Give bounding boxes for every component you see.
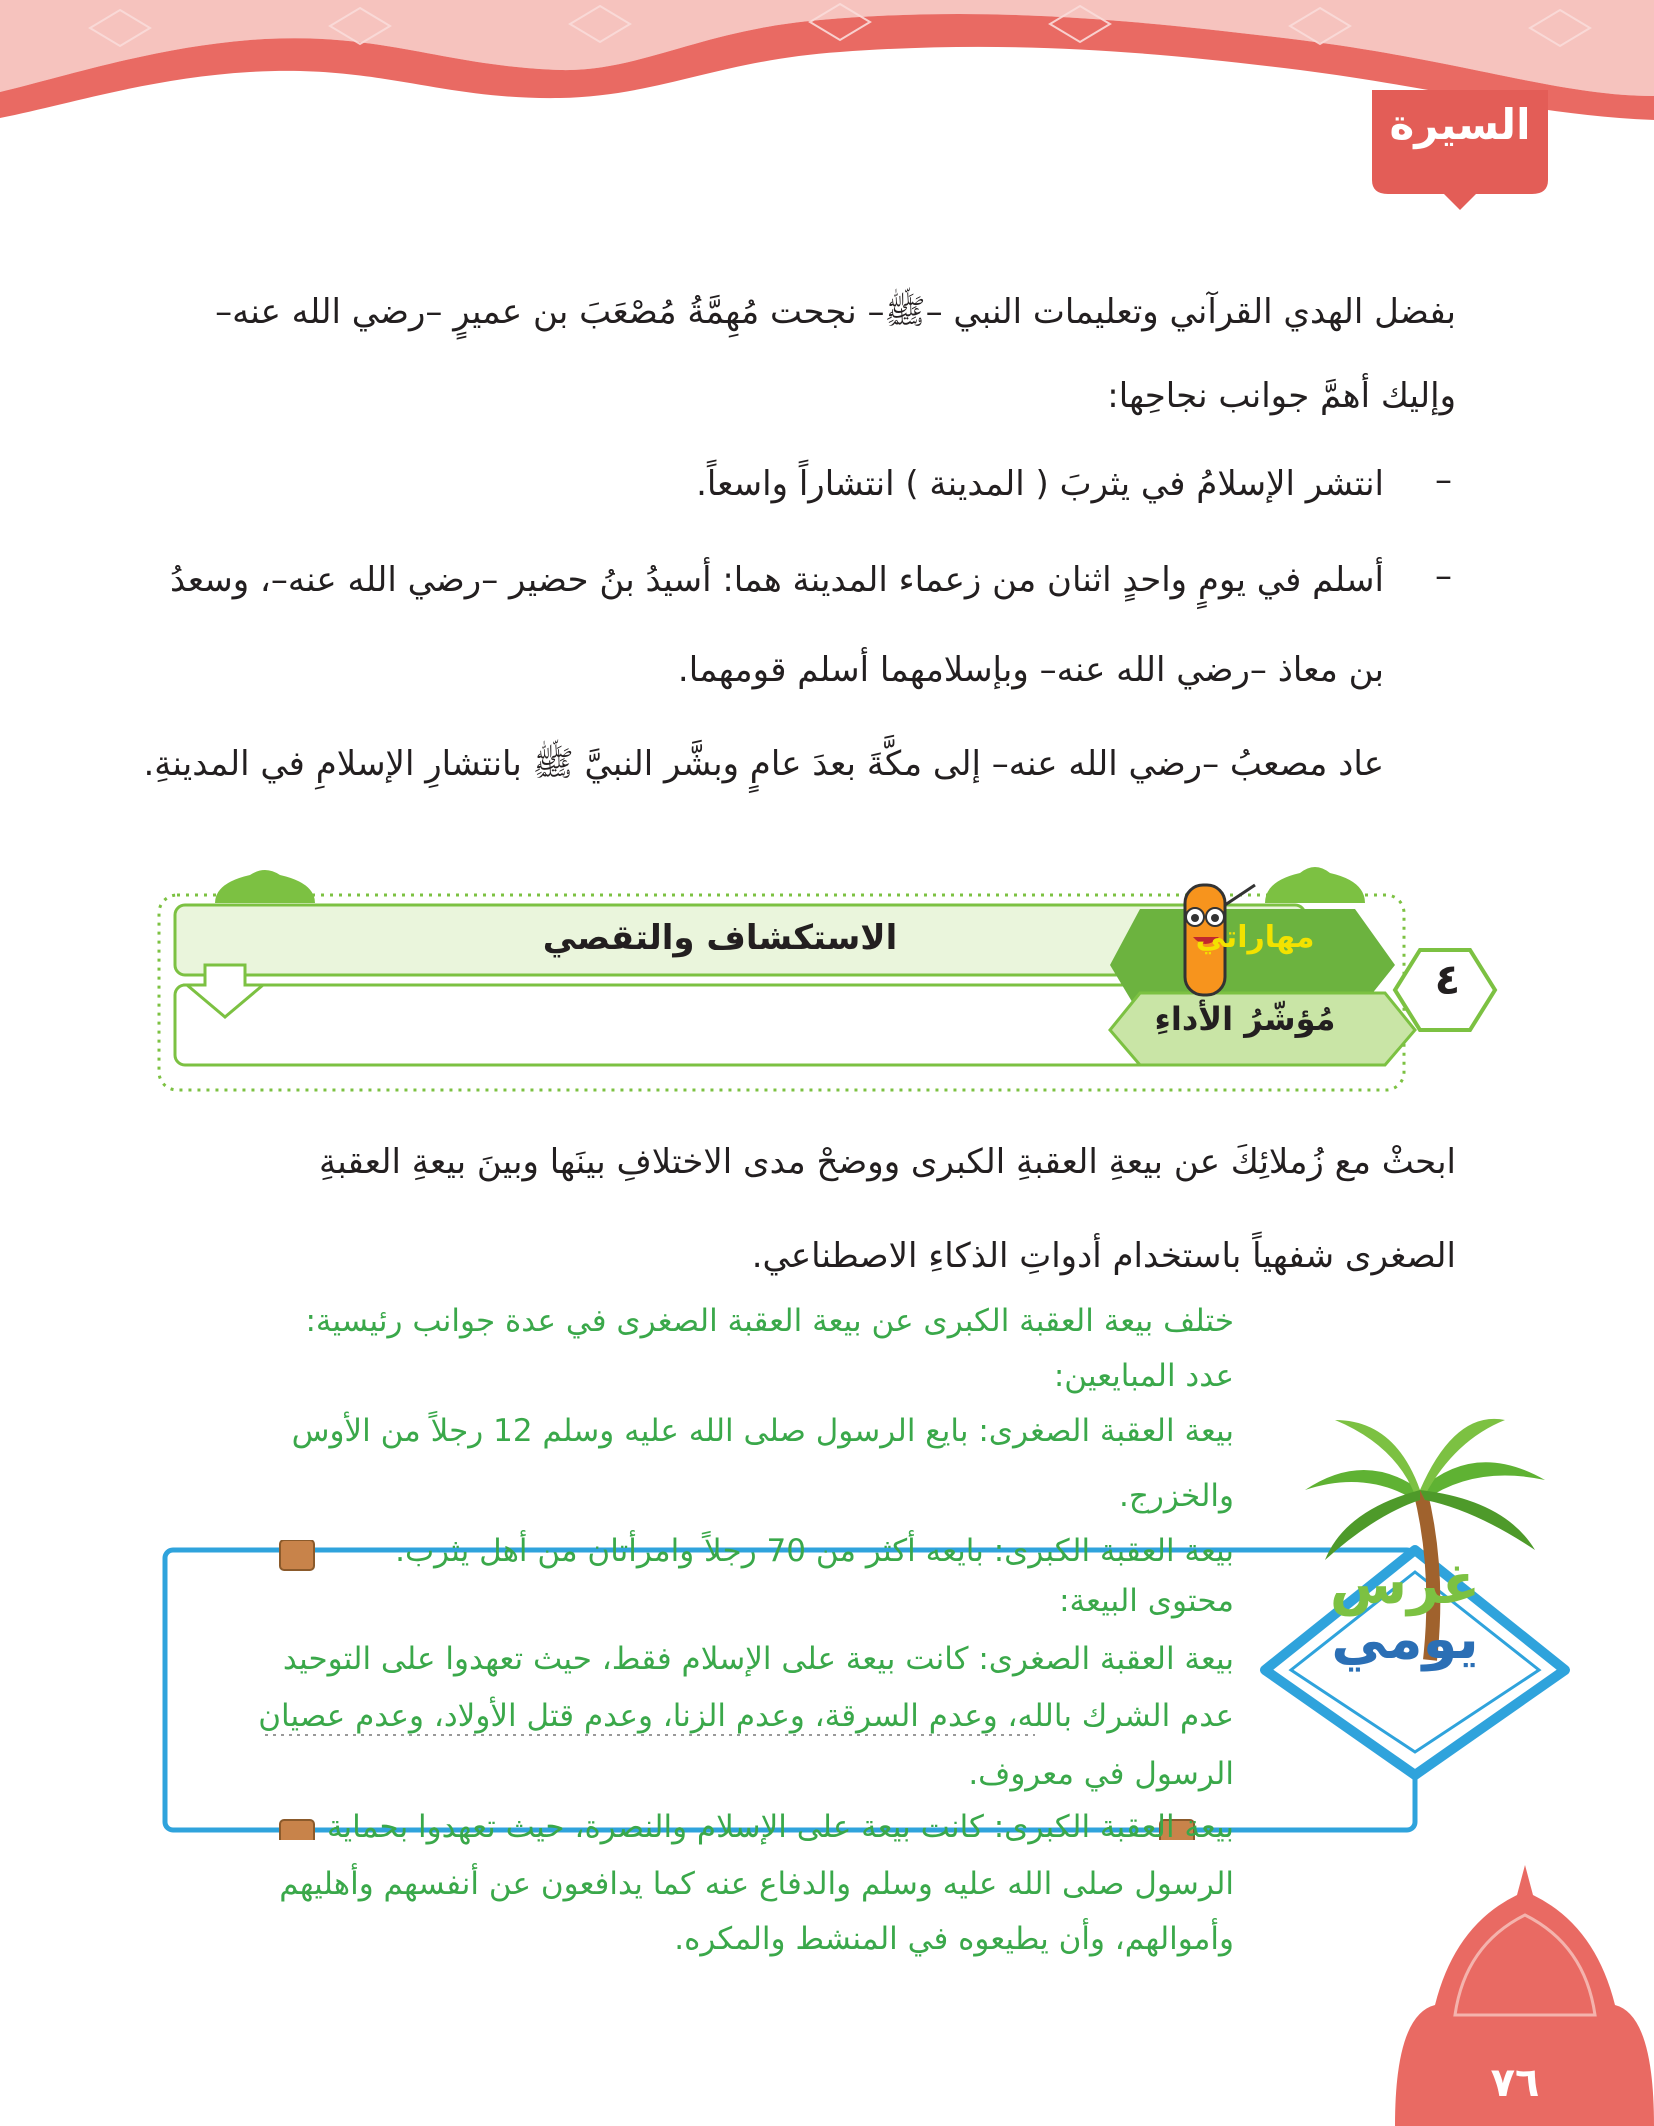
- skill-title: الاستكشاف والتقصي: [542, 918, 898, 958]
- answer-line-5: بيعة العقبة الكبرى: بايعه أكثر من 70 رجلاً وامرأتان من أهل يثرب.: [395, 1533, 1234, 1569]
- answer-line-8: عدم الشرك بالله، وعدم السرقة، وعدم الزنا، وعدم قتل الأولاد، وعدم عصيان: [258, 1698, 1234, 1734]
- answer-line-2: عدد المبايعين:: [1053, 1358, 1234, 1394]
- performance-indicator-label: مُؤشّرُ الأداءِ: [1154, 1000, 1336, 1038]
- answer-line-9: الرسول في معروف.: [968, 1756, 1234, 1792]
- page-number: ٧٦: [1490, 2060, 1540, 2106]
- activity-line-1: ابحثْ مع زُملائِكَ عن بيعةِ العقبةِ الكبرى ووضحْ مدى الاختلافِ بينَها وبينَ بيعةِ العقبةِ: [319, 1142, 1456, 1182]
- answer-line-11: الرسول صلى الله عليه وسلم والدفاع عنه كما يدافعون عن أنفسهم وأهليهم: [279, 1866, 1234, 1902]
- bullet-dash-2: –: [1435, 556, 1452, 596]
- daily-box-frame: [155, 1540, 1425, 1840]
- skills-badge: مهاراتي: [1195, 920, 1315, 955]
- daily-box-title-1: غرس: [1329, 1552, 1481, 1617]
- answer-line-3: بيعة العقبة الصغرى: بايع الرسول صلى الله عليه وسلم 12 رجلاً من الأوس: [291, 1413, 1234, 1449]
- answer-line-12: وأموالهم، وأن يطيعوه في المنشط والمكره.: [674, 1921, 1234, 1957]
- answer-line-7: بيعة العقبة الصغرى: كانت بيعة على الإسلام فقط، حيث تعهدوا على التوحيد: [282, 1641, 1234, 1677]
- bullet-dash-1: –: [1435, 460, 1452, 500]
- skills-banner: [155, 865, 1500, 1095]
- daily-box-title-2: يومي: [1331, 1607, 1479, 1672]
- bullet-2-line-1: أسلم في يومٍ واحدٍ اثنان من زعماء المدينة هما: أسيدُ بنُ حضير –رضي الله عنه–، وسعدُ: [169, 560, 1384, 600]
- bullet-1-line-1: انتشر الإسلامُ في يثربَ ( المدينة ) انتشاراً واسعاً.: [696, 464, 1384, 504]
- answer-line-4: والخزرج.: [1119, 1478, 1234, 1514]
- skill-number: ٤: [1434, 955, 1461, 1004]
- activity-line-2: الصغرى شفهياً باستخدام أدواتِ الذكاءِ الاصطناعي.: [751, 1236, 1456, 1276]
- bullet-2-line-2: بن معاذ –رضي الله عنه– وبإسلامهما أسلم قومهما.: [677, 650, 1384, 690]
- answer-line-6: محتوى البيعة:: [1059, 1583, 1234, 1619]
- answer-line-1: ختلف بيعة العقبة الكبرى عن بيعة العقبة الصغرى في عدة جوانب رئيسية:: [305, 1303, 1234, 1339]
- bullet-3-line-1: عاد مصعبُ –رضي الله عنه– إلى مكَّةَ بعدَ عامٍ وبشَّر النبيَّ ﷺ بانتشارِ الإسلامِ في المدينةِ.: [143, 744, 1384, 784]
- intro-line-1: بفضل الهدي القرآني وتعليمات النبي –ﷺ– نجحت مُهِمَّةُ مُصْعَبَ بن عميرٍ –رضي الله عنه–: [215, 292, 1456, 332]
- answer-line-10: بيعة العقبة الكبرى: كانت بيعة على الإسلام والنصرة، حيث تعهدوا بحماية: [326, 1809, 1234, 1845]
- chapter-title: السيرة: [1389, 100, 1531, 149]
- intro-line-2: وإليك أهمَّ جوانب نجاحِها:: [1107, 376, 1456, 416]
